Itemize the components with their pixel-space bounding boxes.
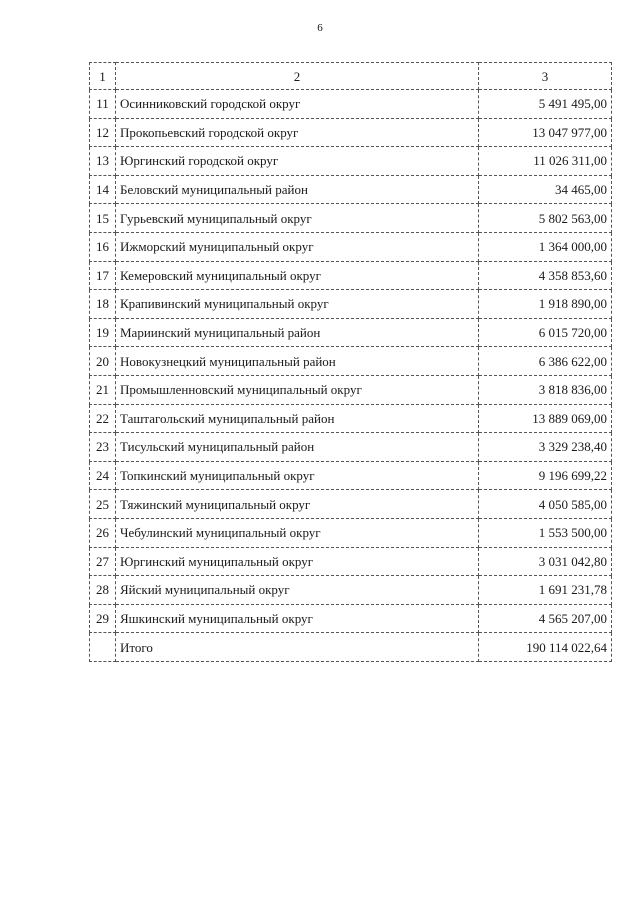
table-row — [90, 375, 612, 404]
table-row — [90, 433, 612, 462]
table-row — [90, 404, 612, 433]
row-number: 27 — [90, 547, 116, 576]
table-row — [90, 604, 612, 633]
allocation-table — [89, 62, 612, 662]
row-municipality: Крапивинский муниципальный округ — [116, 290, 479, 319]
row-number: 22 — [90, 404, 116, 433]
row-amount: 4 358 853,60 — [479, 261, 612, 290]
row-municipality: Юргинский муниципальный округ — [116, 547, 479, 576]
row-municipality: Тяжинский муниципальный округ — [116, 490, 479, 519]
row-number: 29 — [90, 604, 116, 633]
row-number: 16 — [90, 232, 116, 261]
row-number: 12 — [90, 118, 116, 147]
row-amount: 4 565 207,00 — [479, 604, 612, 633]
table-row — [90, 118, 612, 147]
row-amount: 3 818 836,00 — [479, 375, 612, 404]
row-municipality: Кемеровский муниципальный округ — [116, 261, 479, 290]
row-amount: 13 889 069,00 — [479, 404, 612, 433]
table-header-row — [90, 63, 612, 90]
row-number: 15 — [90, 204, 116, 233]
table-row — [90, 261, 612, 290]
row-amount: 1 364 000,00 — [479, 232, 612, 261]
row-municipality: Яшкинский муниципальный округ — [116, 604, 479, 633]
table-row — [90, 518, 612, 547]
header-cell-number: 1 — [90, 63, 116, 90]
table-row — [90, 347, 612, 376]
total-number — [90, 633, 116, 662]
table-row — [90, 290, 612, 319]
row-amount: 1 553 500,00 — [479, 518, 612, 547]
row-number: 19 — [90, 318, 116, 347]
row-amount: 5 802 563,00 — [479, 204, 612, 233]
row-number: 14 — [90, 175, 116, 204]
row-amount: 34 465,00 — [479, 175, 612, 204]
row-number: 25 — [90, 490, 116, 519]
row-municipality: Новокузнецкий муниципальный район — [116, 347, 479, 376]
row-municipality: Ижморский муниципальный округ — [116, 232, 479, 261]
table-row — [90, 204, 612, 233]
table-row — [90, 232, 612, 261]
row-number: 18 — [90, 290, 116, 319]
row-number: 17 — [90, 261, 116, 290]
row-municipality: Мариинский муниципальный район — [116, 318, 479, 347]
row-number: 21 — [90, 375, 116, 404]
table-row — [90, 318, 612, 347]
row-amount: 3 031 042,80 — [479, 547, 612, 576]
header-cell-amount: 3 — [479, 63, 612, 90]
row-number: 13 — [90, 147, 116, 176]
row-municipality: Гурьевский муниципальный округ — [116, 204, 479, 233]
row-municipality: Юргинский городской округ — [116, 147, 479, 176]
table-row — [90, 147, 612, 176]
row-amount: 1 918 890,00 — [479, 290, 612, 319]
row-municipality: Таштагольский муниципальный район — [116, 404, 479, 433]
table-total-row — [90, 633, 612, 662]
table-row — [90, 90, 612, 119]
row-amount: 5 491 495,00 — [479, 90, 612, 119]
page-number: 6 — [317, 22, 323, 34]
row-number: 24 — [90, 461, 116, 490]
table-row — [90, 461, 612, 490]
row-number: 11 — [90, 90, 116, 119]
row-amount: 6 015 720,00 — [479, 318, 612, 347]
table-row — [90, 547, 612, 576]
total-amount: 190 114 022,64 — [479, 633, 612, 662]
table-row — [90, 490, 612, 519]
row-municipality: Тисульский муниципальный район — [116, 433, 479, 462]
row-municipality: Яйский муниципальный округ — [116, 576, 479, 605]
row-municipality: Прокопьевский городской округ — [116, 118, 479, 147]
row-amount: 13 047 977,00 — [479, 118, 612, 147]
row-number: 20 — [90, 347, 116, 376]
table-row — [90, 175, 612, 204]
row-number: 26 — [90, 518, 116, 547]
header-cell-name: 2 — [116, 63, 479, 90]
row-municipality: Топкинский муниципальный округ — [116, 461, 479, 490]
row-amount: 1 691 231,78 — [479, 576, 612, 605]
total-label: Итого — [116, 633, 479, 662]
row-amount: 6 386 622,00 — [479, 347, 612, 376]
row-amount: 4 050 585,00 — [479, 490, 612, 519]
row-amount: 9 196 699,22 — [479, 461, 612, 490]
row-municipality: Промышленновский муниципальный округ — [116, 375, 479, 404]
row-municipality: Чебулинский муниципальный округ — [116, 518, 479, 547]
row-number: 23 — [90, 433, 116, 462]
row-municipality: Беловский муниципальный район — [116, 175, 479, 204]
row-amount: 3 329 238,40 — [479, 433, 612, 462]
row-amount: 11 026 311,00 — [479, 147, 612, 176]
row-municipality: Осинниковский городской округ — [116, 90, 479, 119]
table-row — [90, 576, 612, 605]
row-number: 28 — [90, 576, 116, 605]
